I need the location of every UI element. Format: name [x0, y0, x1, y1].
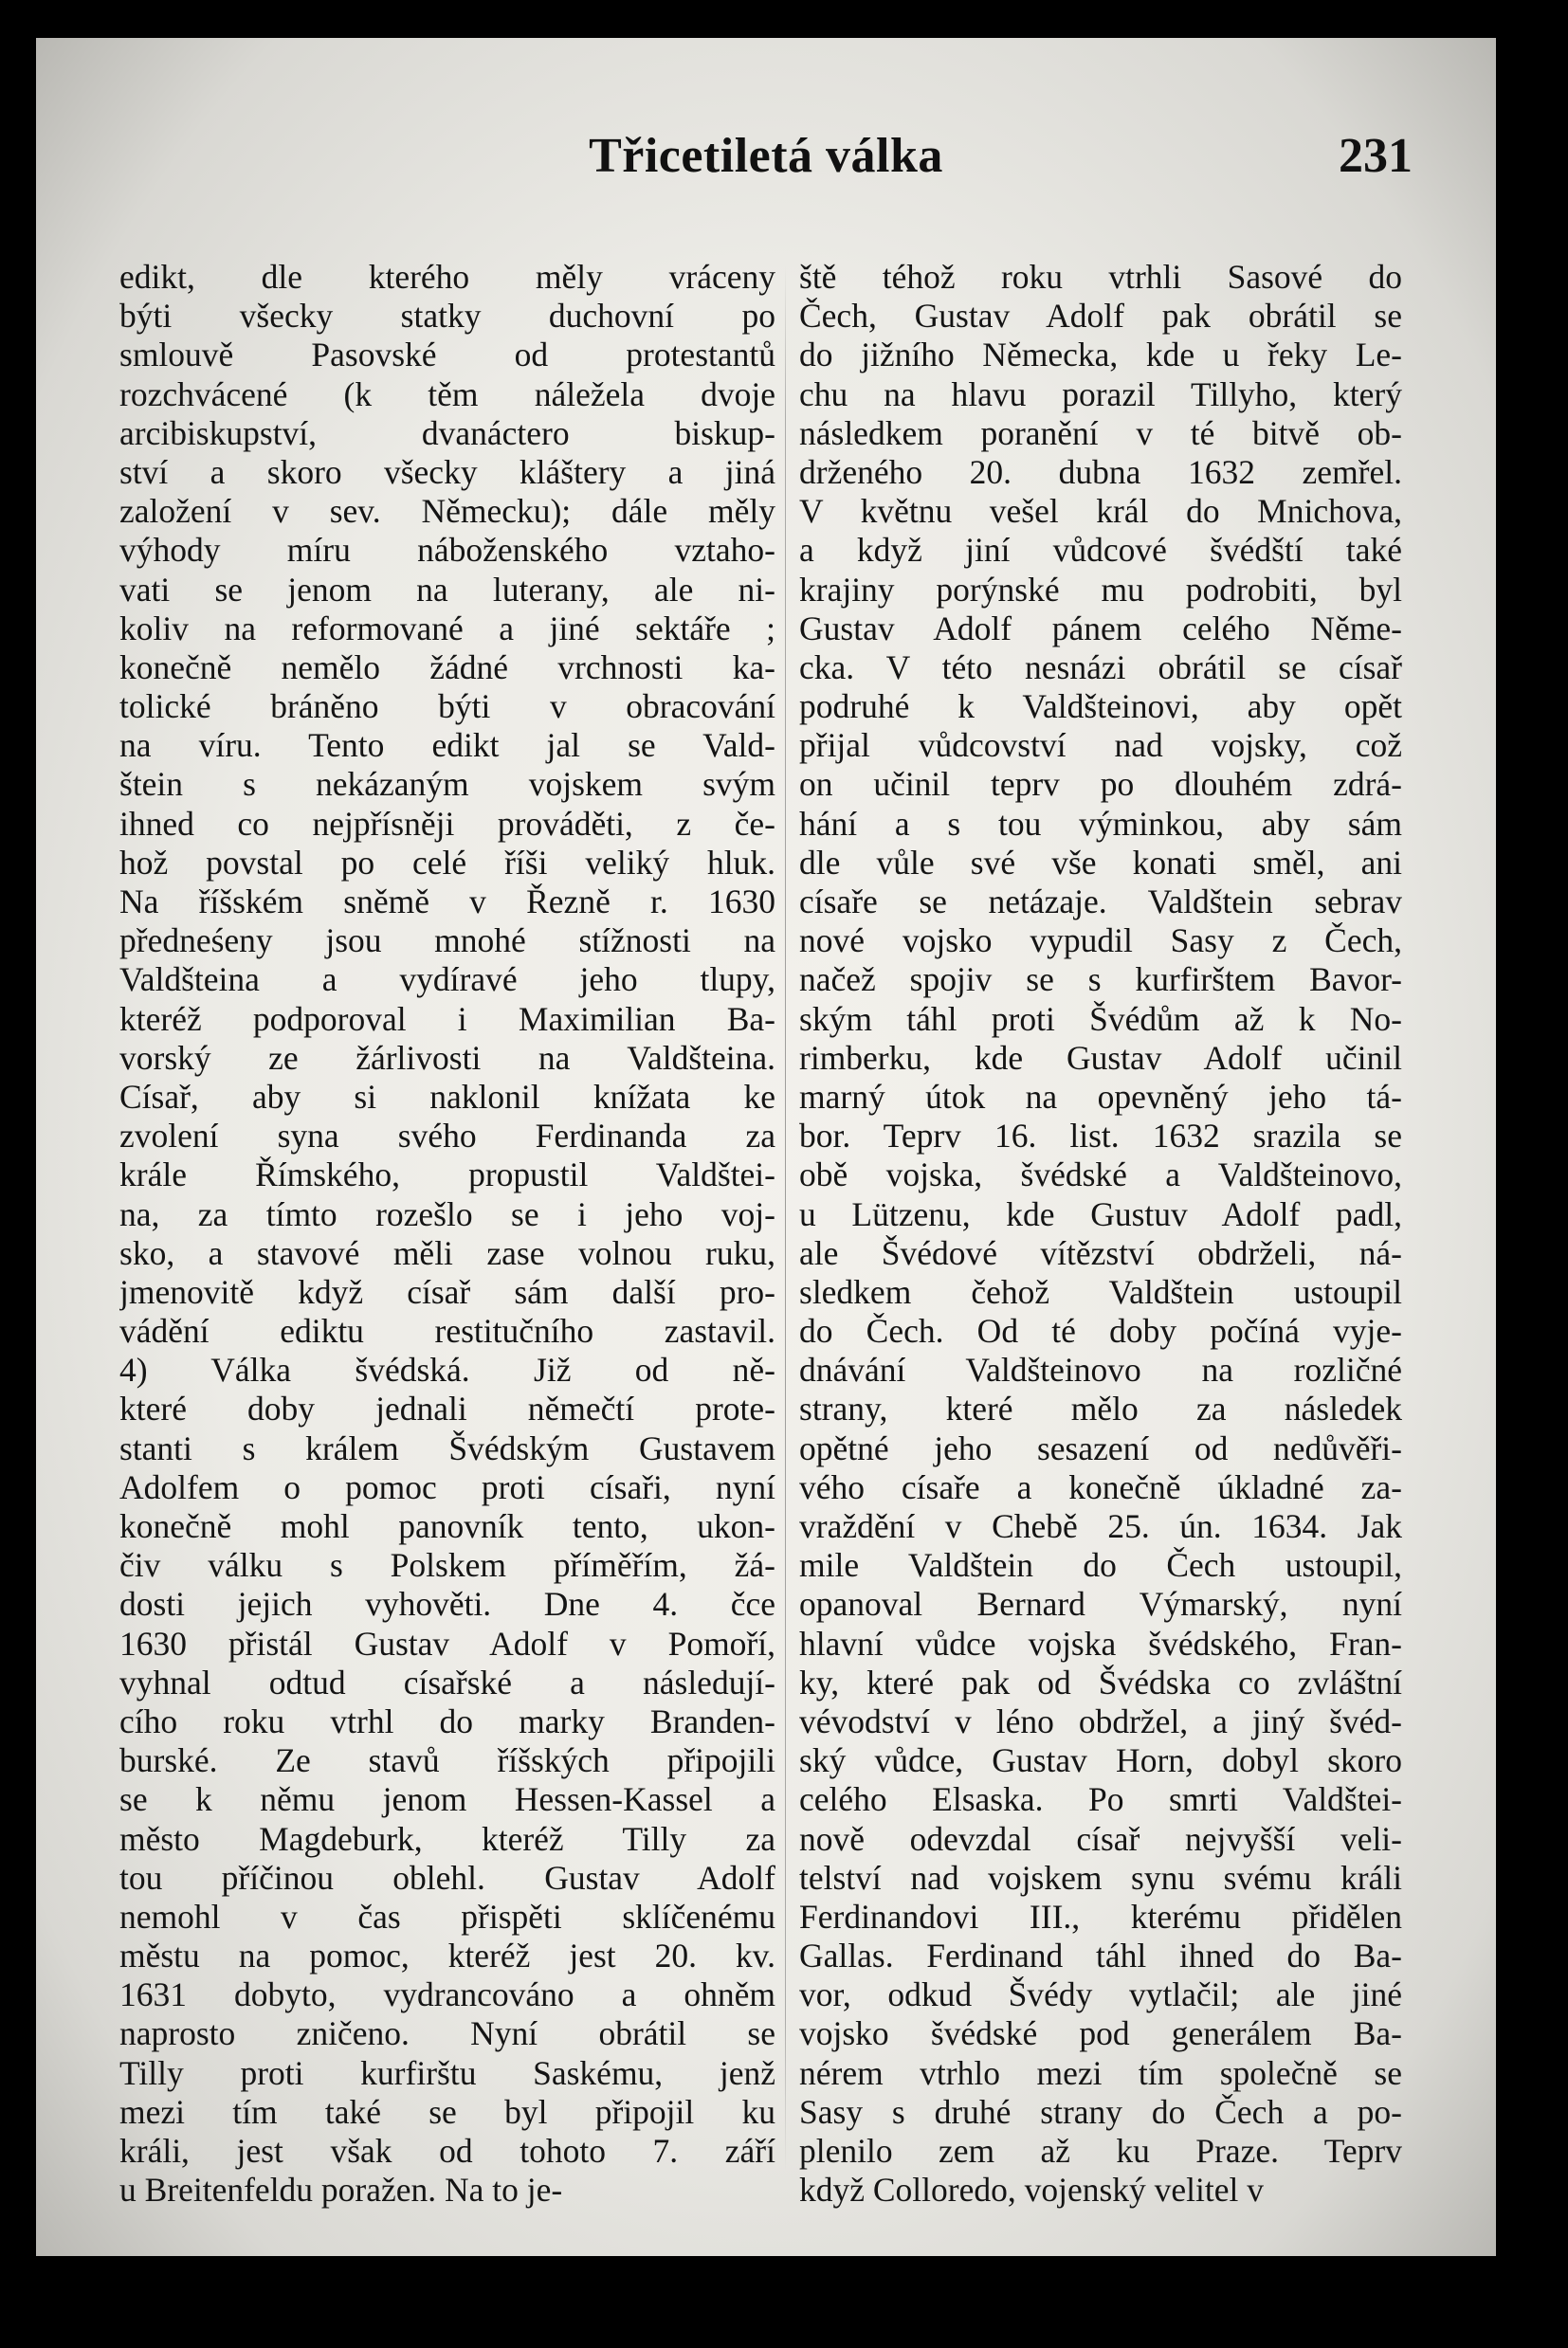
text-line: hož povstal po celé říši veliký hluk.: [119, 843, 775, 882]
text-line: ale Švédové vítězství obdrželi, ná-: [799, 1233, 1402, 1272]
text-line: 1631 dobyto, vydrancováno a ohněm: [119, 1975, 775, 2014]
text-line: arcibiskupství, dvanáctero biskup-: [119, 413, 775, 452]
text-line: krajiny porýnské mu podrobiti, byl: [799, 570, 1402, 609]
text-line: vého císaře a konečně úkladné za-: [799, 1467, 1402, 1506]
text-line: založení v sev. Německu); dále měly: [119, 492, 775, 531]
text-line: hání a s tou výminkou, aby sám: [799, 804, 1402, 843]
text-line: marný útok na opevněný jeho tá-: [799, 1077, 1402, 1116]
text-line: Ferdinandovi III., kterému přidělen: [799, 1897, 1402, 1936]
text-line: vojsko švédské pod generálem Ba-: [799, 2014, 1402, 2053]
text-line: Valdšteina a vydíravé jeho tlupy,: [119, 960, 775, 999]
text-line: strany, které mělo za následek: [799, 1390, 1402, 1429]
text-line: podruhé k Valdšteinovi, aby opět: [799, 687, 1402, 726]
text-line: čiv válku s Polskem příměřím, žá-: [119, 1546, 775, 1585]
text-line: mezi tím také se byl připojil ku: [119, 2092, 775, 2131]
text-line: celého Elsaska. Po smrti Valdštei-: [799, 1780, 1402, 1819]
text-line: Sasy s druhé strany do Čech a po-: [799, 2092, 1402, 2131]
text-line: sledkem čehož Valdštein ustoupil: [799, 1272, 1402, 1311]
text-line: když Colloredo, vojenský velitel v: [799, 2171, 1265, 2210]
text-line: nemohl v čas přispěti sklíčenému: [119, 1897, 775, 1936]
text-line: mile Valdštein do Čech ustoupil,: [799, 1546, 1402, 1585]
text-line: nérem vtrhlo mezi tím společně se: [799, 2053, 1402, 2092]
text-line: dle vůle své vše konati směl, ani: [799, 843, 1402, 882]
text-line: králi, jest však od tohoto 7. září: [119, 2132, 775, 2170]
text-line: rozchvácené (k těm náležela dvoje: [119, 374, 775, 413]
text-line: burské. Ze stavů říšských připojili: [119, 1741, 775, 1780]
text-line: načež spojiv se s kurfirštem Bavor-: [799, 960, 1402, 999]
text-line: ství a skoro všecky kláštery a jiná: [119, 452, 775, 491]
text-line: jmenovitě když císař sám další pro-: [119, 1272, 775, 1311]
text-line: vorský ze žárlivosti na Valdšteina.: [119, 1038, 775, 1077]
text-line: dnávání Valdšteinovo na rozličné: [799, 1351, 1402, 1390]
text-line: nově odevzdal císař nejvyšší veli-: [799, 1819, 1402, 1858]
text-line: konečně mohl panovník tento, ukon-: [119, 1507, 775, 1545]
text-line: krále Římského, propustil Valdštei-: [119, 1156, 775, 1194]
text-line: plenilo zem až ku Praze. Teprv: [799, 2132, 1402, 2170]
text-line: štein s nekázaným vojskem svým: [119, 765, 775, 804]
page-number: 231: [1339, 129, 1413, 183]
page-header: [36, 128, 1496, 204]
text-line: nové vojsko vypudil Sasy z Čech,: [799, 921, 1402, 960]
text-line: tolické bráněno býti v obracování: [119, 687, 775, 726]
text-line: konečně nemělo žádné vrchnosti ka-: [119, 647, 775, 686]
text-line: vádění ediktu restitučního zastavil.: [119, 1312, 775, 1351]
text-line: chu na hlavu porazil Tillyho, který: [799, 374, 1402, 413]
text-line: sko, a stavové měli zase volnou ruku,: [119, 1233, 775, 1272]
text-line: městu na pomoc, kteréž jest 20. kv.: [119, 1937, 775, 1975]
text-line: Adolfem o pomoc proti císaři, nyní: [119, 1467, 775, 1506]
text-line: vévodství v léno obdržel, a jiný švéd-: [799, 1702, 1402, 1740]
text-line: vati se jenom na luterany, ale ni-: [119, 570, 775, 609]
text-line: ky, které pak od Švédska co zvláštní: [799, 1663, 1402, 1702]
text-line: naprosto zničeno. Nyní obrátil se: [119, 2014, 775, 2053]
text-line: následkem poranění v té bitvě ob-: [799, 413, 1402, 452]
text-line: koliv na reformované a jiné sektáře ;: [119, 609, 775, 647]
text-line: býti všecky statky duchovní po: [119, 297, 775, 336]
text-line: se k němu jenom Hessen-Kassel a: [119, 1780, 775, 1819]
text-line: dosti jejich vyhověti. Dne 4. čce: [119, 1585, 775, 1624]
text-line: cího roku vtrhl do marky Branden-: [119, 1702, 775, 1740]
left-text-column: [119, 258, 775, 2210]
text-line: vor, odkud Švédy vytlačil; ale jiné: [799, 1975, 1402, 2014]
text-line: zvolení syna svého Ferdinanda za: [119, 1117, 775, 1156]
text-line: ským táhl proti Švédům až k No-: [799, 999, 1402, 1038]
text-line: edikt, dle kterého měly vráceny: [119, 258, 775, 296]
column-divider: [785, 265, 786, 2171]
text-line: vraždění v Chebě 25. ún. 1634. Jak: [799, 1507, 1402, 1545]
running-title: Třicetiletá válka: [589, 129, 943, 183]
text-line: V květnu vešel král do Mnichova,: [799, 492, 1402, 531]
text-line: předneśeny jsou mnohé stížnosti na: [119, 921, 775, 960]
text-line: bor. Teprv 16. list. 1632 srazila se: [799, 1117, 1402, 1156]
text-line: na, za tímto rozešlo se i jeho voj-: [119, 1194, 775, 1233]
book-page: [36, 38, 1496, 2256]
right-text-column: [799, 258, 1402, 2210]
text-line: Na říšském sněmě v Řezně r. 1630: [119, 883, 775, 920]
text-line: drženého 20. dubna 1632 zemřel.: [799, 452, 1402, 491]
text-line: Císař, aby si naklonil knížata ke: [119, 1077, 775, 1116]
text-line: Gustav Adolf pánem celého Něme-: [799, 609, 1402, 647]
text-line: do jižního Německa, kde u řeky Le-: [799, 336, 1402, 374]
text-line: telství nad vojskem synu svému králi: [799, 1858, 1402, 1897]
text-line: které doby jednali němečtí prote-: [119, 1390, 775, 1429]
text-line: rimberku, kde Gustav Adolf učinil: [799, 1038, 1402, 1077]
text-line: stanti s králem Švédským Gustavem: [119, 1429, 775, 1467]
text-line: přijal vůdcovství nad vojsky, což: [799, 726, 1402, 765]
text-line: na víru. Tento edikt jal se Vald-: [119, 726, 775, 765]
text-line: město Magdeburk, kteréž Tilly za: [119, 1819, 775, 1858]
text-line: u Breitenfeldu poražen. Na to je-: [119, 2171, 563, 2210]
text-line: tou příčinou oblehl. Gustav Adolf: [119, 1858, 775, 1897]
text-line: Gallas. Ferdinand táhl ihned do Ba-: [799, 1937, 1402, 1975]
text-line: výhody míru náboženského vztaho-: [119, 531, 775, 570]
text-line: obě vojska, švédské a Valdšteinovo,: [799, 1156, 1402, 1194]
text-line: opanoval Bernard Výmarský, nyní: [799, 1585, 1402, 1624]
text-line: kteréž podporoval i Maximilian Ba-: [119, 999, 775, 1038]
text-line: vyhnal odtud císařské a následují-: [119, 1663, 775, 1702]
text-line: a když jiní vůdcové švédští také: [799, 531, 1402, 570]
text-line: Tilly proti kurfirštu Saskému, jenž: [119, 2053, 775, 2092]
text-line: opětné jeho sesazení od nedůvěři-: [799, 1429, 1402, 1467]
text-line: do Čech. Od té doby počíná vyje-: [799, 1312, 1402, 1351]
text-line: ský vůdce, Gustav Horn, dobyl skoro: [799, 1741, 1402, 1780]
text-line: cka. V této nesnázi obrátil se císař: [799, 647, 1402, 686]
text-line: on učinil teprv po dlouhém zdrá-: [799, 765, 1402, 804]
text-line: 1630 přistál Gustav Adolf v Pomoří,: [119, 1624, 775, 1663]
text-line: Čech, Gustav Adolf pak obrátil se: [799, 297, 1402, 336]
text-line: císaře se netázaje. Valdštein sebrav: [799, 883, 1402, 920]
text-line: u Lützenu, kde Gustuv Adolf padl,: [799, 1194, 1402, 1233]
text-line: ihned co nejpřísněji prováděti, z če-: [119, 804, 775, 843]
text-line: ště téhož roku vtrhli Sasové do: [799, 258, 1402, 296]
text-line: smlouvě Pasovské od protestantů: [119, 336, 775, 374]
text-line: hlavní vůdce vojska švédského, Fran-: [799, 1624, 1402, 1663]
text-line: 4) Válka švédská. Již od ně-: [119, 1351, 775, 1390]
